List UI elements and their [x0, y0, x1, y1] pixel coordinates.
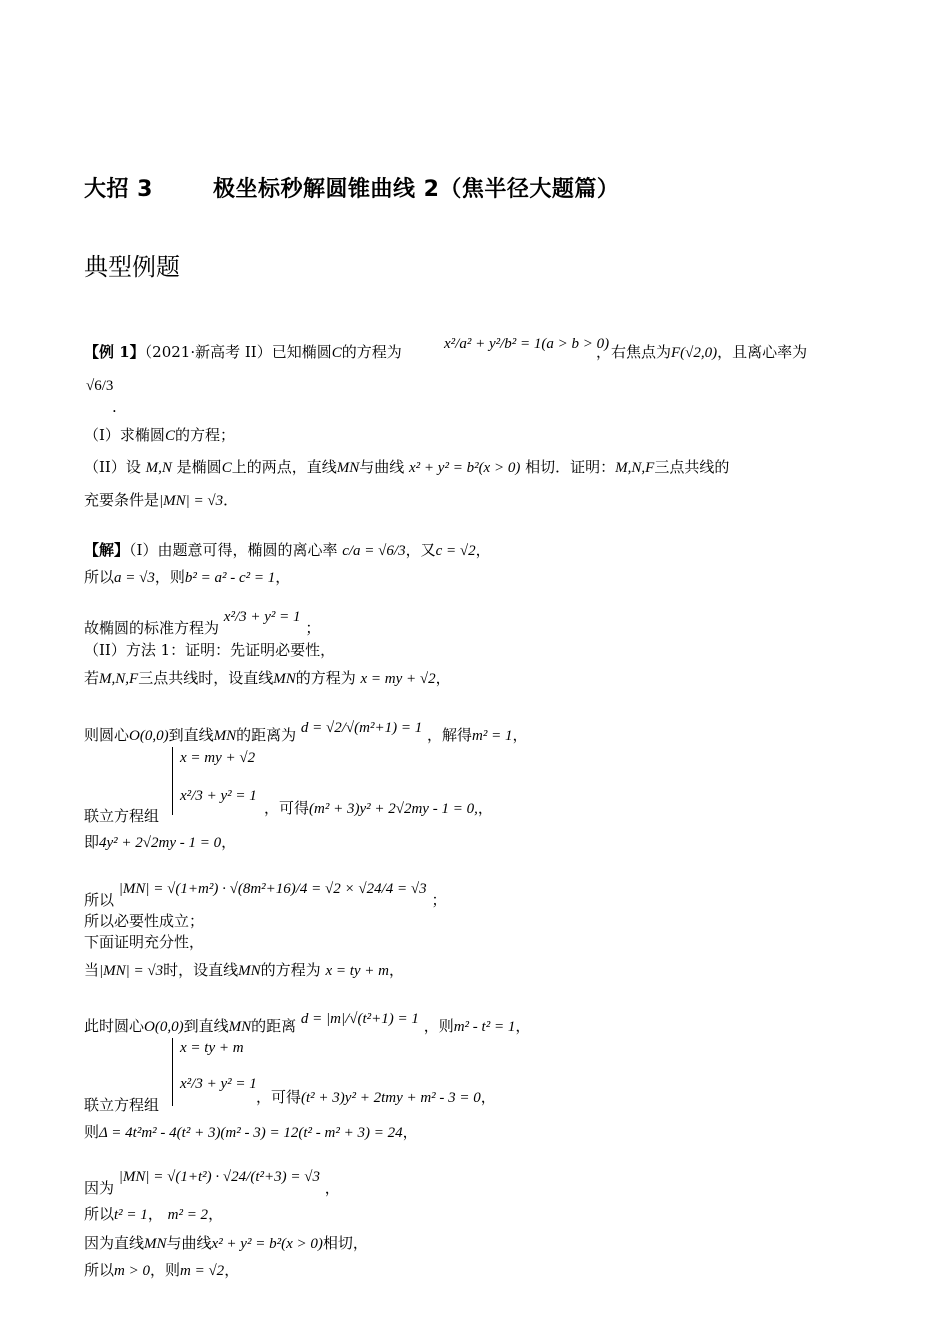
mn-length-condition: |MN| = √3	[159, 493, 224, 509]
standard-equation: x²/3 + y² = 1	[223, 609, 301, 625]
solution-line-3: 故椭圆的标准方程为 x²/3 + y² = 1 ；	[84, 609, 321, 637]
section-heading: 典型例题	[84, 253, 180, 281]
page-title	[84, 172, 619, 203]
system-brace-2	[172, 1038, 177, 1106]
focus-point: F(√2,0)	[671, 345, 718, 361]
example-line-1: 【例 1】（2021·新高考 II）已知椭圆C的方程为	[84, 343, 402, 361]
eccentricity-value: √6/3	[86, 378, 114, 394]
title-text: 极坐标秒解圆锥曲线 2（焦半径大题篇）	[212, 177, 620, 202]
solution-line-1: 【解】（I）由题意可得，椭圆的离心率 c/a = √6/3，又c = √2，	[84, 541, 491, 559]
ellipse-equation: x²/a² + y²/b² = 1(a > b > 0)	[444, 336, 610, 352]
example-label: 【例 1】	[84, 343, 145, 361]
system-brace-1	[172, 747, 177, 815]
question-2: （II）设 M,N 是椭圆C上的两点，直线MN与曲线 x² + y² = b²(x > 0) 相切．证明：M,N,F三点共线的	[84, 458, 730, 476]
document-page: 大招 3 极坐标秒解圆锥曲线 2（焦半径大题篇） 典型例题 【例 1】（2021·新高考 II）已知椭圆C的方程为 x²/a² + y²/b² = 1(a > b > 0) ，右焦点为F(√2,0)，且离心率为 √6/3 . （I）求椭圆C的方程； （II）设 M,N 是椭圆C上的两点，直线MN与曲线 x² + y² = b²(x > 0) 相切．证明：M,N,F三点共线的 充要条件是|MN| = √3． 【解】（I）由题意可得，椭圆的离心率 c/a = √6/3，又c = √2， 所以a = √3，则b² = a² - c² = 1， 故椭圆的标准方程为 x²/3 + y² = 1 ； （II）方法 1：证明：先证明必要性， 若M,N,F三点共线时，设直线MN的方程为 x = my + √2， 则圆心O(0,0)到直线MN的距离为 d = √2/√(m²+1) = 1 ，解得m² = 1， x = my + √2 x²/3 + y² = 1 联立方程组 ，可得(m² + 3)y² + 2√2my - 1 = 0,， 即4y² + 2√2my - 1 = 0， 所以 |MN| = √(1+m²) · √(8m²+16)/4 = √2 × √24/4 = √3 ； 所以必要性成立； 下面证明充分性， 当|MN| = √3时，设直线MN的方程为 x = ty + m， 此时圆心O(0,0)到直线MN的距离 d = |m|/√(t²+1) = 1 ，则m² - t² = 1， x = ty + m x²/3 + y² = 1 联立方程组 ，可得(t² + 3)y² + 2tmy + m² - 3 = 0， 则Δ = 4t²m² - 4(t² + 3)(m² - 3) = 12(t² - m² + 3) = 24， 因为 |MN| = √(1+t²) · √24/(t²+3) = √3 ， 所以t² = 1， m² = 2， 因为直线MN与曲线x² + y² = b²(x > 0)相切， 所以m > 0，则m = √2，	[0, 0, 950, 1344]
solution-line-2: 所以a = √3，则b² = a² - c² = 1，	[84, 568, 291, 586]
question-1: （I）求椭圆C的方程；	[84, 426, 235, 444]
curve-equation: x² + y² = b²(x > 0)	[409, 460, 521, 476]
title-label: 大招 3	[84, 177, 153, 202]
